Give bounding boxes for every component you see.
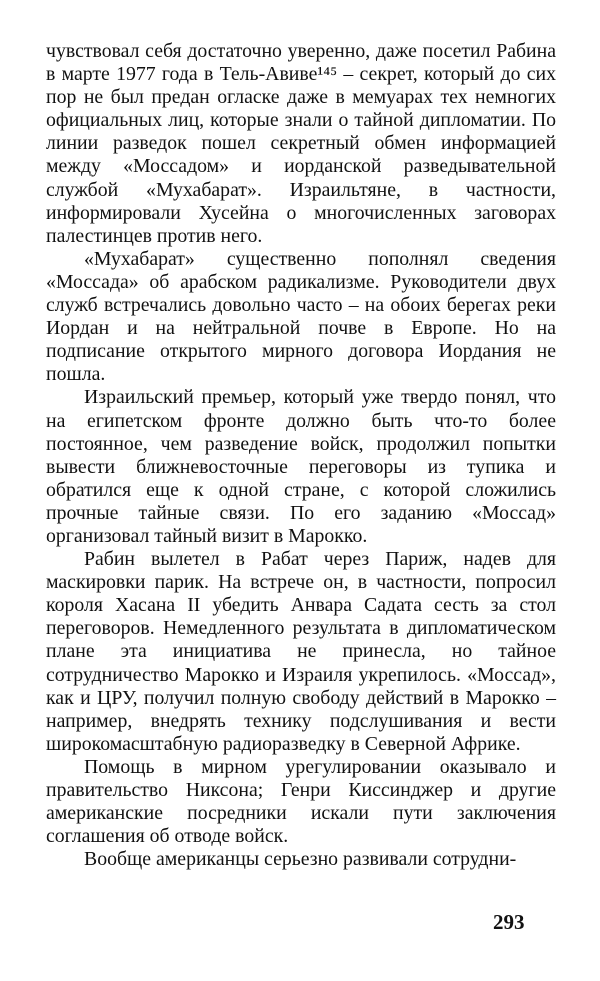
page-number: 293 [493,910,525,934]
page-text [46,40,556,871]
paragraph-6: Вообще американцы серьезно развивали сотрудни- [84,848,517,871]
paragraph-3: Израильский премьер, который уже твердо понял, что на египетском фронте должно быть что-то более постоянное, чем разведение войск, продолжил попытки вывести ближневосточные переговоры из тупика и обратился еще к одной стране, с которой сложились прочные тайные связи. По его заданию «Моссад» организовал тайный визит в Марокко. [46,386,556,547]
paragraph-5: Помощь в мирном урегулировании оказывало и правительство Никсона; Генри Киссинджер и другие американские посредники искали пути заключения соглашения об отводе войск. [46,755,556,848]
paragraph-2: «Мухабарат» существенно пополнял сведения «Моссада» об арабском радикализме. Руководители двух служб встречались довольно часто – на обоих берегах реки Иордан и на нейтральной почве в Европе. Но на подписание открытого мирного договора Иордания не пошла. [46,247,556,386]
paragraph-4: Рабин вылетел в Рабат через Париж, надев для маскировки парик. На встрече он, в частности, попросил короля Хасана II убедить Анвара Садата сесть за стол переговоров. Немедленного результата в дипломатическом плане эта инициатива не принесла, но тайное сотрудничество Марокко и Израиля укрепилось. «Моссад», как и ЦРУ, получил полную свободу действий в Марокко – например, внедрять технику подслушивания и вести широкомасштабную радиоразведку в Северной Африке. [46,548,556,755]
paragraph-1: чувствовал себя достаточно уверенно, даже посетил Рабина в марте 1977 года в Тель-Авиве¹⁴⁵ – секрет, который до сих пор не был предан огласке даже в мемуарах тех немногих официальных лиц, которые знали о тайной дипломатии. По линии разведок пошел секретный обмен информацией между «Моссадом» и иорданской разведывательной службой «Мухабарат». Израильтяне, в частности, информировали Хусейна о многочисленных заговорах палестинцев против него. [46,40,556,247]
